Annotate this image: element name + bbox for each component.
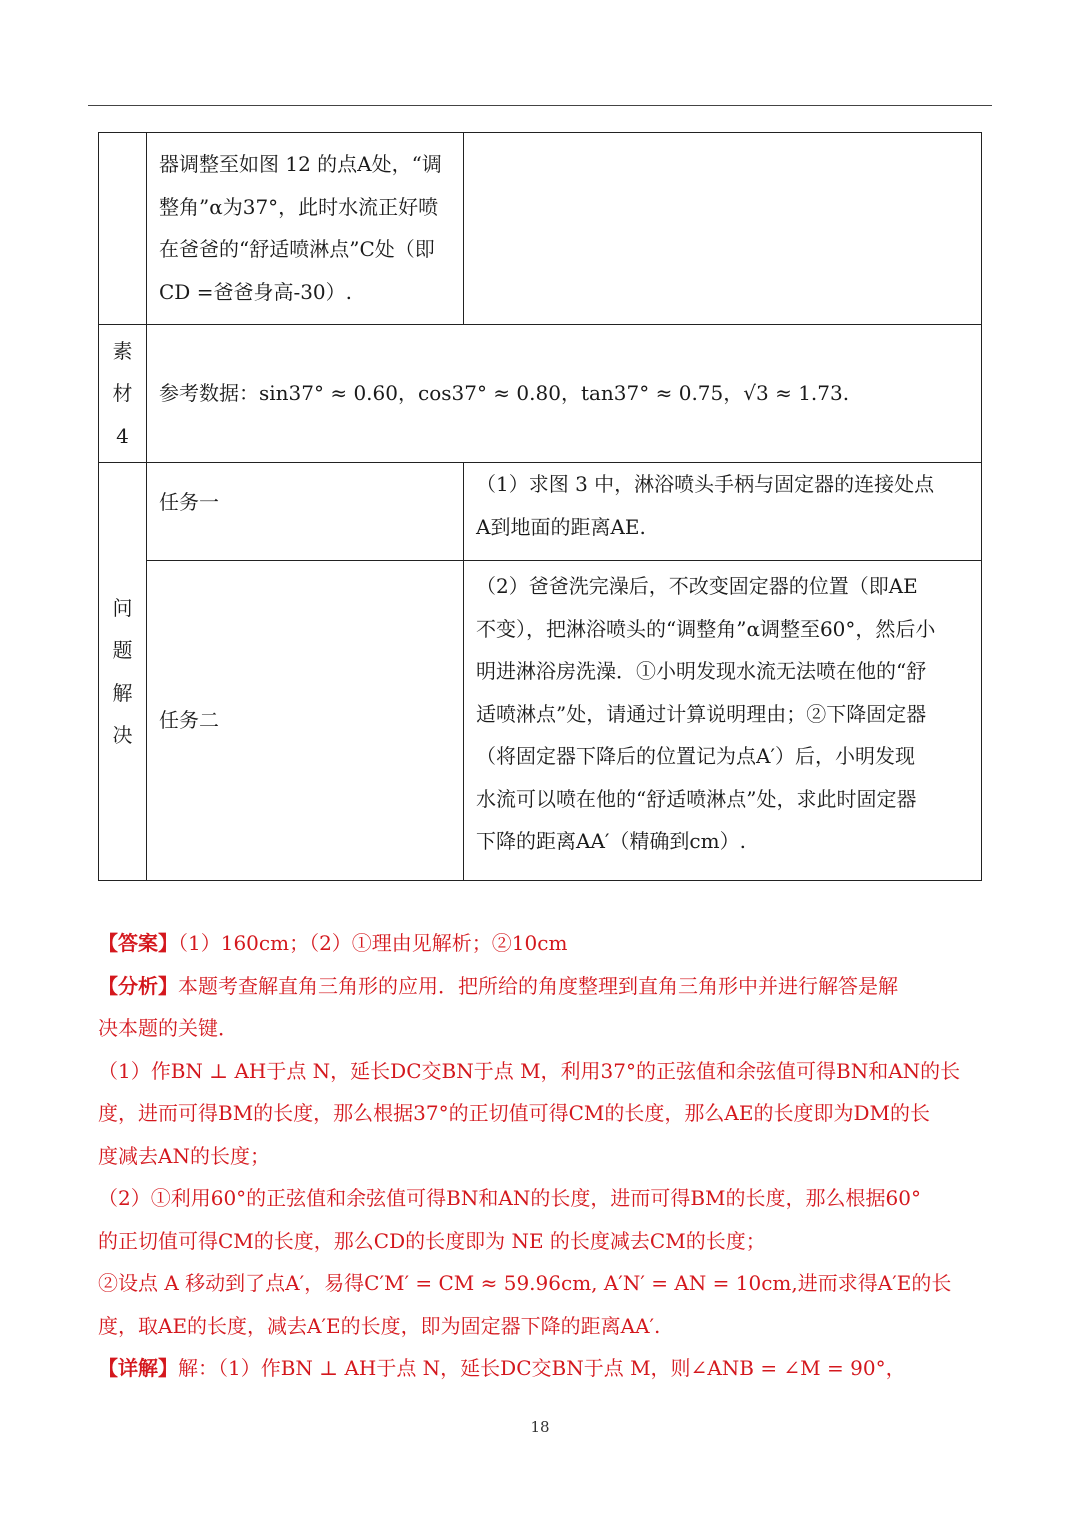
analysis-line: 的正切值可得CM的长度，那么CD的长度即为 NE 的长度减去CM的长度； (98, 1228, 766, 1253)
material3-label-cell (99, 133, 147, 325)
analysis-tag: 【分析】 (98, 973, 178, 998)
materials-table (98, 132, 982, 881)
detail-line (98, 1347, 988, 1390)
material4-text-cell (147, 325, 982, 463)
task2-line: 下降的距离AA′（精确到cm）. (476, 829, 746, 853)
analysis-line: 度，取AE的长度，减去A′E的长度，即为固定器下降的距离AA′. (98, 1313, 661, 1338)
analysis-text: 本题考查解直角三角形的应用．把所给的角度整理到直角三角形中并进行解答是解 (178, 973, 898, 998)
task2-row (99, 561, 982, 881)
task1-label: 任务一 (159, 490, 219, 514)
label-char: 4 (116, 423, 129, 448)
material4-row (99, 325, 982, 463)
task2-label: 任务二 (159, 708, 219, 733)
material3-text-cell (147, 133, 464, 325)
label-char: 问 (112, 595, 133, 620)
task2-line: 不变），把淋浴喷头的“调整角”α调整至60°，然后小 (476, 616, 936, 641)
analysis-line: 度，进而可得BM的长度，那么根据37°的正切值可得CM的长度，那么AE的长度即为DM的长 (98, 1101, 930, 1125)
material3-line: 器调整至如图 12 的点A处，“调 (159, 152, 442, 176)
label-char: 解 (112, 680, 133, 705)
material3-line: 整角”α为37°，此时水流正好喷 (159, 194, 439, 219)
detail-text: 解：（1）作BN ⊥ AH于点 N，延长DC交BN于点 M，则∠ANB = ∠M = 90°， (178, 1356, 906, 1380)
solution-section (98, 922, 988, 1390)
task2-line: （将固定器下降后的位置记为点A′）后，小明发现 (476, 744, 915, 768)
problems-label (99, 463, 147, 881)
label-char: 题 (112, 638, 133, 662)
reference-data: 参考数据：sin37° ≈ 0.60，cos37° ≈ 0.80，tan37° ≈ 0.75，√3 ≈ 1.73. (159, 381, 850, 406)
material4-label (99, 325, 147, 463)
task1-line: A到地面的距离AE. (476, 514, 646, 539)
task2-text-cell (464, 561, 982, 881)
task2-line: （2）爸爸洗完澡后，不改变固定器的位置（即AE (476, 574, 918, 598)
analysis-line: ②设点 A 移动到了点A′，易得C′M′ = CM ≈ 59.96cm, A′N′ = AN = 10cm,进而求得A′E的长 (98, 1271, 952, 1295)
answer-line (98, 922, 988, 965)
task1-text-cell (464, 463, 982, 561)
label-char: 素 (112, 338, 133, 363)
task1-line: （1）求图 3 中，淋浴喷头手柄与固定器的连接处点 (476, 472, 935, 496)
analysis-line: （1）作BN ⊥ AH于点 N，延长DC交BN于点 M，利用37°的正弦值和余弦值可得BN和AN的长 (98, 1058, 961, 1083)
analysis-line: 决本题的关键． (98, 1016, 238, 1040)
answer-text: （1）160cm；（2）①理由见解析；②10cm (178, 931, 568, 955)
task1-row (99, 463, 982, 561)
task2-line: 明进淋浴房洗澡．①小明发现水流无法喷在他的“舒 (476, 659, 927, 683)
answer-tag: 【答案】 (98, 931, 178, 955)
analysis-line (98, 965, 988, 1008)
task1-label-cell (147, 463, 464, 561)
material3-row (99, 133, 982, 325)
header-rule (88, 105, 992, 106)
page-number: 18 (530, 1418, 550, 1436)
detail-tag: 【详解】 (98, 1356, 178, 1380)
task2-line: 水流可以喷在他的“舒适喷淋点”处，求此时固定器 (476, 786, 917, 811)
task2-label-cell (147, 561, 464, 881)
material3-figure-cell (464, 133, 982, 325)
material3-line: CD =爸爸身高-30）. (159, 279, 353, 304)
analysis-line: 度减去AN的长度； (98, 1143, 270, 1168)
label-char: 材 (112, 381, 133, 406)
analysis-line: （2）①利用60°的正弦值和余弦值可得BN和AN的长度，进而可得BM的长度，那么根据60° (98, 1186, 921, 1210)
task2-line: 适喷淋点”处，请通过计算说明理由；②下降固定器 (476, 701, 927, 726)
material3-line: 在爸爸的“舒适喷淋点”C处（即 (159, 237, 435, 261)
label-char: 决 (112, 723, 133, 747)
